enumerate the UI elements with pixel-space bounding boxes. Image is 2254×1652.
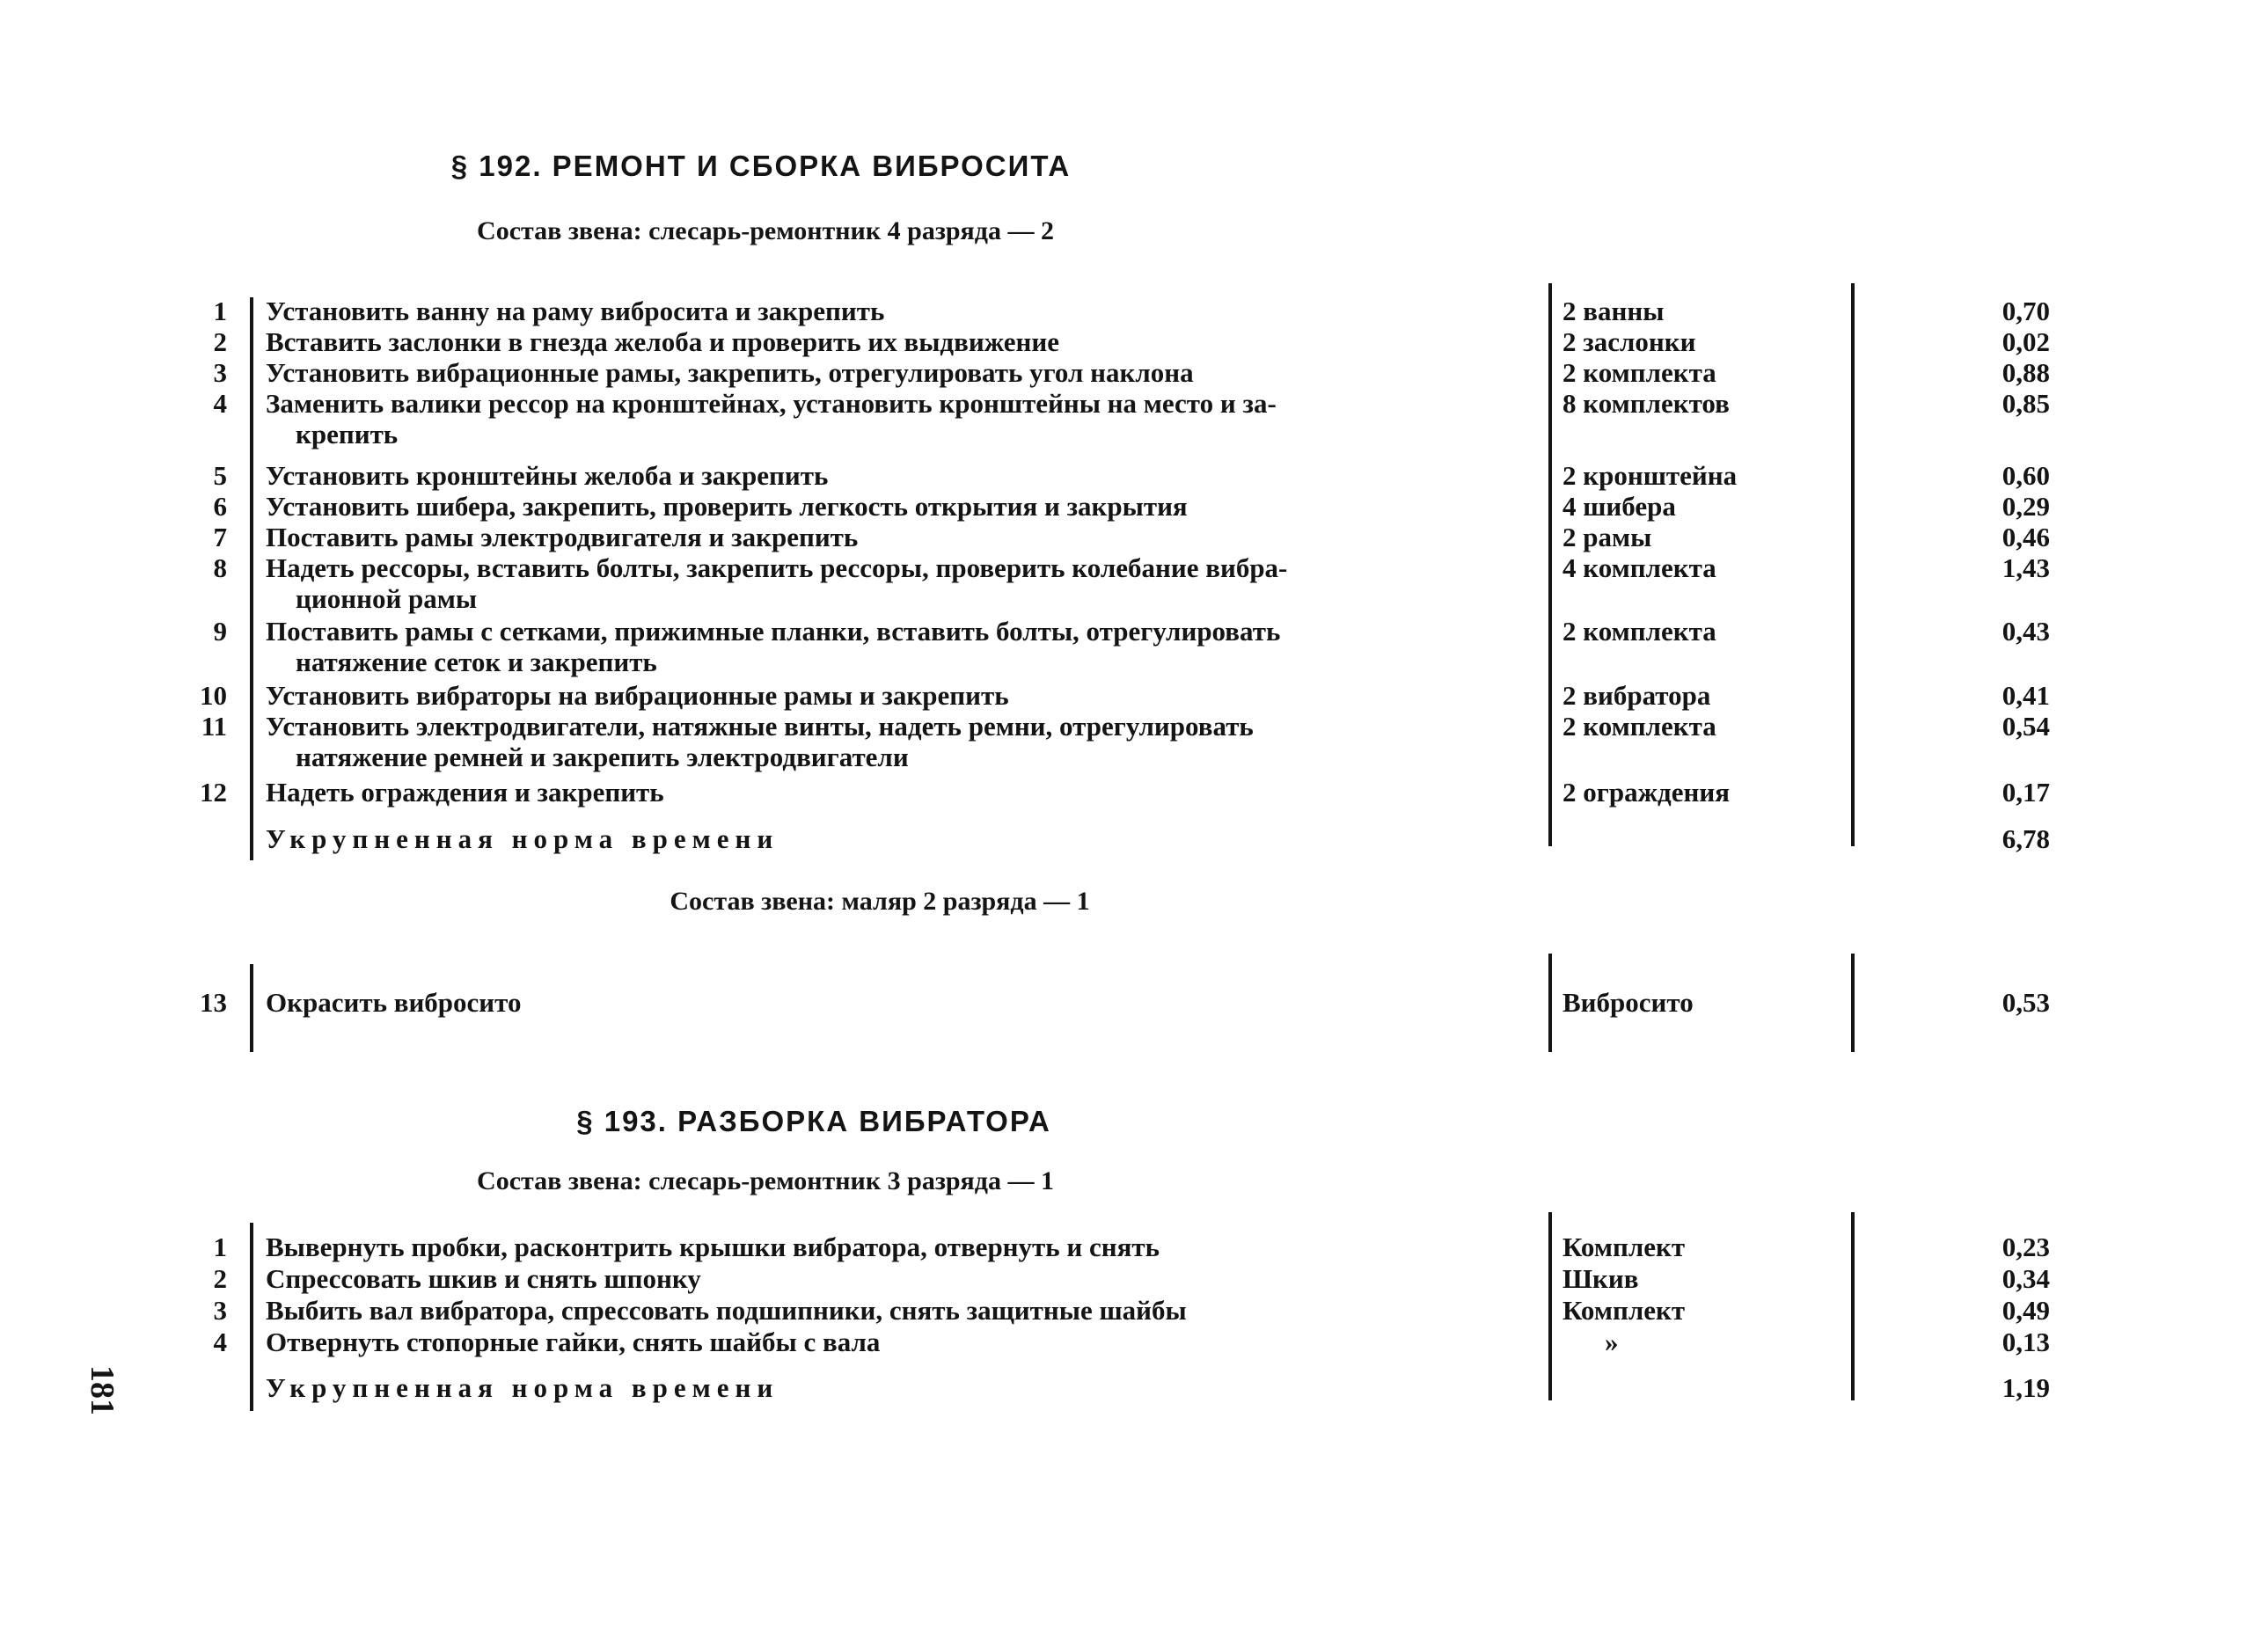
row-work-continuation: ционной рамы [296, 583, 478, 614]
row-number: 10 [200, 680, 227, 711]
row-number: 12 [200, 777, 227, 808]
row-unit: 8 комплектов [1562, 388, 1730, 419]
row-work: Вставить заслонки в гнезда желоба и проверить их выдвижение [266, 326, 1060, 357]
row-norm: 0,88 [2002, 357, 2050, 388]
row-work: Спрессовать шкив и снять шпонку [266, 1263, 701, 1294]
section-193-heading: § 193. РАЗБОРКА ВИБРАТОРА [576, 1105, 1051, 1137]
row-norm: 0,53 [2002, 987, 2050, 1018]
row-number: 1 [213, 1232, 227, 1262]
row-work-continuation: натяжение сеток и закрепить [296, 647, 657, 677]
row-work: Заменить валики рессор на кронштейнах, установить кронштейны на место и за- крепить [266, 388, 1533, 450]
row-unit: 2 ванны [1562, 296, 1665, 326]
row-work: Установить ванну на раму вибросита и закрепить [266, 296, 885, 326]
row-unit: Комплект [1562, 1295, 1686, 1326]
row-work-continuation: крепить [296, 419, 399, 450]
row-unit: » [1605, 1327, 1619, 1357]
row-norm: 0,70 [2002, 296, 2050, 326]
row-number: 2 [213, 1263, 227, 1294]
table-3-rule-middle [1548, 1212, 1552, 1400]
section-193-crew: Состав звена: слесарь-ремонтник 3 разряда — 1 [477, 1166, 1054, 1195]
row-norm: 0,23 [2002, 1232, 2050, 1262]
row-work: Надеть ограждения и закрепить [266, 777, 664, 808]
table-2-rule-left [250, 964, 253, 1052]
row-work: Выбить вал вибратора, спрессовать подшипники, снять защитные шайбы [266, 1295, 1187, 1326]
row-norm: 0,29 [2002, 491, 2050, 522]
row-work: Установить кронштейны желоба и закрепить [266, 460, 829, 491]
row-work: Вывернуть пробки, расконтрить крышки вибратора, отвернуть и снять [266, 1232, 1160, 1262]
section-192-crew-1: Состав звена: слесарь-ремонтник 4 разряда — 2 [477, 216, 1054, 245]
row-work: Поставить рамы с сетками, прижимные планки, вставить болты, отрегулировать натяжение сеток и закрепить [266, 616, 1533, 677]
row-unit: 4 шибера [1562, 491, 1676, 522]
row-number: 3 [213, 1295, 227, 1326]
row-unit: 2 комплекта [1562, 357, 1716, 388]
row-work: Поставить рамы электродвигателя и закрепить [266, 522, 859, 552]
row-work: Отвернуть стопорные гайки, снять шайбы с вала [266, 1327, 881, 1357]
row-norm: 0,60 [2002, 460, 2050, 491]
row-unit: Вибросито [1562, 987, 1694, 1018]
row-unit: 2 ограждения [1562, 777, 1730, 808]
section-192-heading: § 192. РЕМОНТ И СБОРКА ВИБРОСИТА [450, 150, 1072, 182]
table-2-rule-right [1851, 954, 1855, 1052]
row-unit: Шкив [1562, 1263, 1639, 1294]
row-work: Установить электродвигатели, натяжные винты, надеть ремни, отрегулировать натяжение ремней и закрепить электродвигатели [266, 711, 1533, 772]
row-work: Установить вибрационные рамы, закрепить, отрегулировать угол наклона [266, 357, 1194, 388]
row-unit: 4 комплекта [1562, 552, 1716, 583]
row-norm: 0,13 [2002, 1327, 2050, 1357]
row-number: 9 [213, 616, 227, 647]
total-label: Укрупненная норма времени [266, 1372, 779, 1403]
row-number: 11 [201, 711, 227, 742]
row-work: Установить вибраторы на вибрационные рамы и закрепить [266, 680, 1009, 711]
table-1-rule-middle [1548, 283, 1552, 846]
row-unit: 2 рамы [1562, 522, 1652, 552]
row-number: 8 [213, 552, 227, 583]
row-unit: 2 кронштейна [1562, 460, 1738, 491]
row-norm: 0,49 [2002, 1295, 2050, 1326]
row-number: 1 [213, 296, 227, 326]
row-number: 13 [200, 987, 227, 1018]
row-norm: 0,41 [2002, 680, 2050, 711]
table-1-rule-left [250, 297, 253, 860]
page-number: 181 [84, 1365, 121, 1415]
row-norm: 0,02 [2002, 326, 2050, 357]
row-number: 4 [213, 388, 227, 419]
total-label: Укрупненная норма времени [266, 823, 779, 854]
table-2-rule-middle [1548, 954, 1552, 1052]
row-norm: 0,54 [2002, 711, 2050, 742]
table-3-rule-right [1851, 1212, 1855, 1400]
row-number: 7 [213, 522, 227, 552]
row-number: 6 [213, 491, 227, 522]
row-unit: 2 комплекта [1562, 616, 1716, 647]
row-norm: 0,43 [2002, 616, 2050, 647]
section-192-crew-2: Состав звена: маляр 2 разряда — 1 [670, 887, 1090, 916]
row-norm: 1,43 [2002, 552, 2050, 583]
total-value: 6,78 [2002, 823, 2050, 854]
row-unit: Комплект [1562, 1232, 1686, 1262]
row-work-continuation: натяжение ремней и закрепить электродвигатели [296, 742, 909, 772]
row-work: Установить шибера, закрепить, проверить легкость открытия и закрытия [266, 491, 1188, 522]
row-work: Окрасить вибросито [266, 987, 522, 1018]
row-unit: 2 вибратора [1562, 680, 1711, 711]
table-1-rule-right [1851, 283, 1855, 846]
row-unit: 2 заслонки [1562, 326, 1696, 357]
row-number: 4 [213, 1327, 227, 1357]
total-value: 1,19 [2002, 1372, 2050, 1403]
row-norm: 0,17 [2002, 777, 2050, 808]
row-norm: 0,85 [2002, 388, 2050, 419]
row-number: 5 [213, 460, 227, 491]
row-work: Надеть рессоры, вставить болты, закрепить рессоры, проверить колебание вибра- ционной рамы [266, 552, 1533, 614]
row-number: 2 [213, 326, 227, 357]
row-unit: 2 комплекта [1562, 711, 1716, 742]
row-norm: 0,46 [2002, 522, 2050, 552]
row-norm: 0,34 [2002, 1263, 2050, 1294]
row-number: 3 [213, 357, 227, 388]
table-3-rule-left [250, 1223, 253, 1411]
